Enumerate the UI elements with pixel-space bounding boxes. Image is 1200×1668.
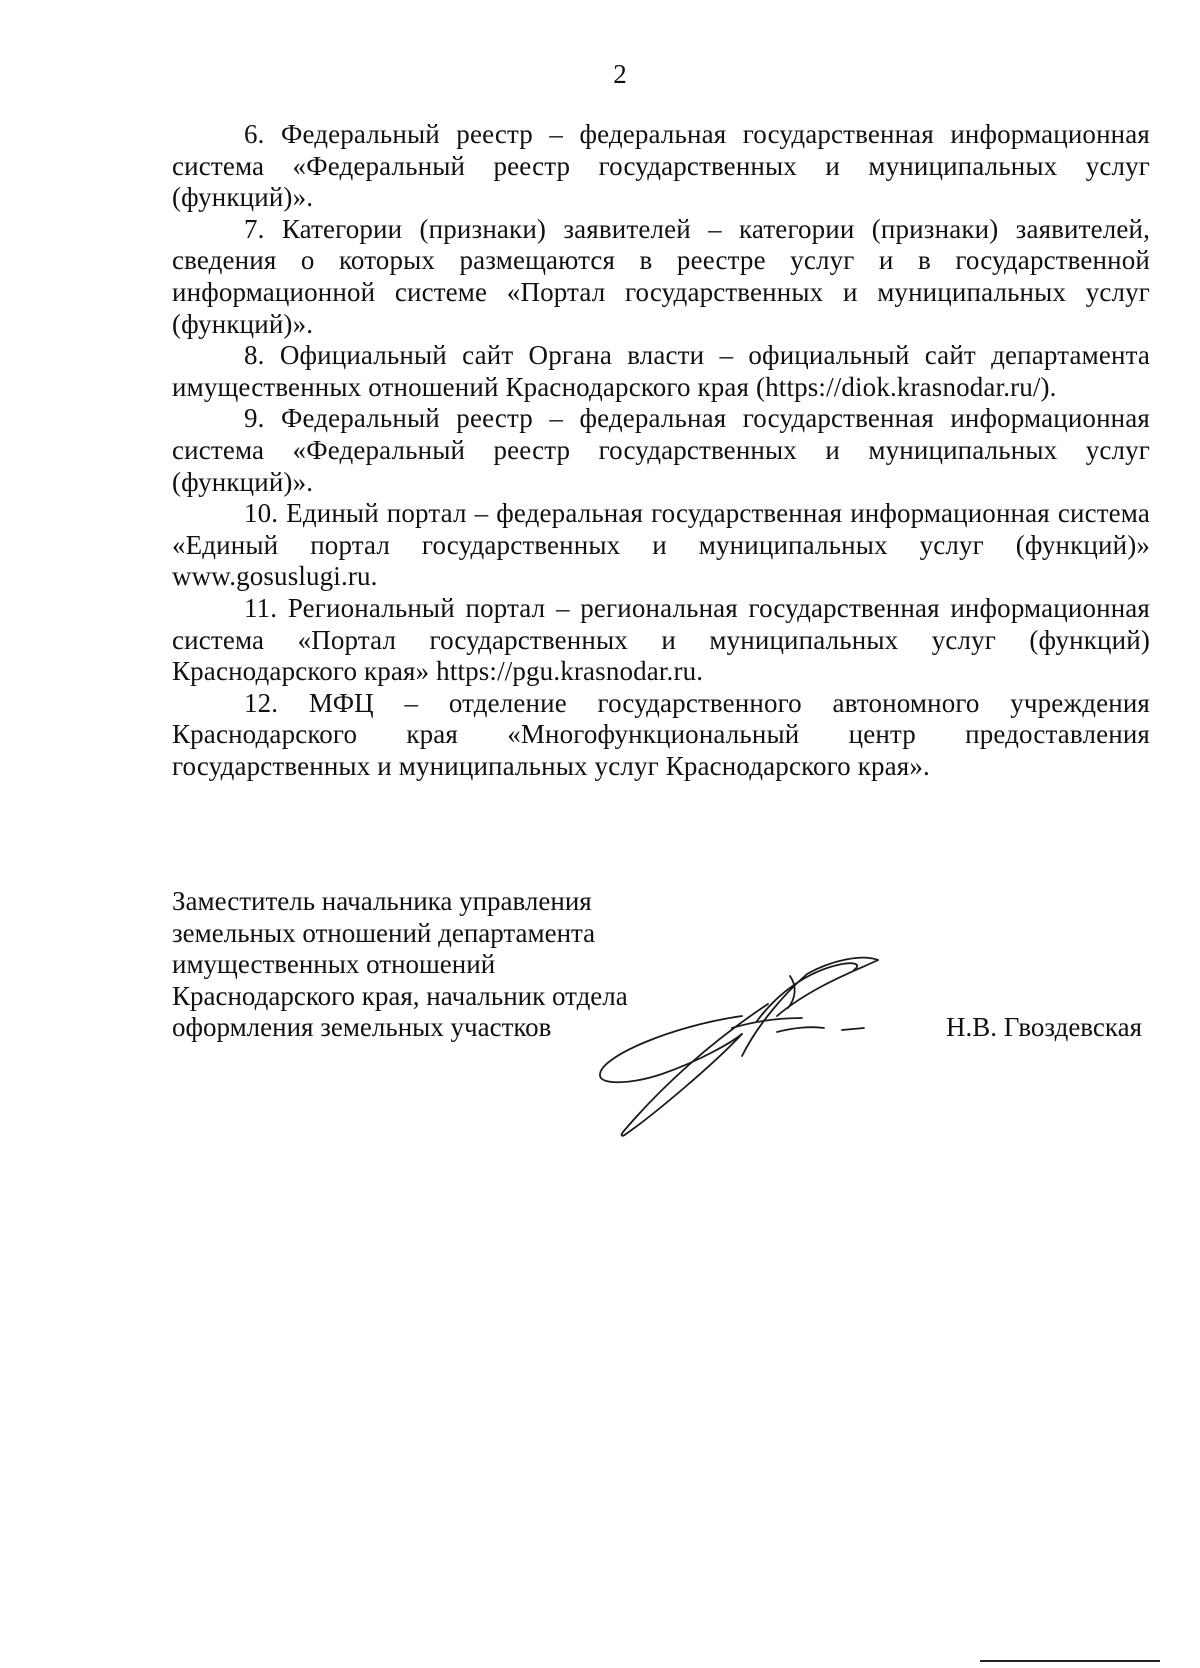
signer-position-line: Заместитель начальника управления bbox=[172, 886, 592, 916]
signer-position-line: оформления земельных участков bbox=[172, 1012, 552, 1043]
signature-block bbox=[172, 886, 1150, 1146]
signer-position-line: Краснодарского края, начальник отдела bbox=[172, 980, 628, 1011]
handwritten-signature bbox=[592, 946, 922, 1146]
paragraph-12: 12. МФЦ – отделение государственного автономного учреждения Краснодарского края «Многофункциональный центр предоставления государственных и муниципальных услуг Краснодарского края». bbox=[172, 687, 1150, 781]
footer-rule bbox=[980, 1660, 1160, 1662]
paragraph-11: 11. Региональный портал – региональная государственная информационная система «Портал государственных и муниципальных услуг (функций) Краснодарского края» https://pgu.krasnodar.ru. bbox=[172, 592, 1150, 687]
paragraph-9: 9. Федеральный реестр – федеральная государственная информационная система «Федеральный реестр государственных и муниципальных услуг (функций)». bbox=[172, 403, 1150, 497]
paragraph-10: 10. Единый портал – федеральная государственная информационная система «Единый портал государственных и муниципальных услуг (функций)» www.gosuslugi.ru. bbox=[172, 498, 1150, 592]
signer-name: Н.В. Гвоздевская bbox=[946, 1012, 1142, 1043]
paragraph-8: 8. Официальный сайт Органа власти – официальный сайт департамента имущественных отношений Краснодарского края (https://diok.krasnodar.ru/). bbox=[172, 340, 1150, 402]
signer-position-line: имущественных отношений bbox=[172, 949, 496, 980]
document-body bbox=[172, 119, 1150, 782]
paragraph-6: 6. Федеральный реестр – федеральная государственная информационная система «Федеральный реестр государственных и муниципальных услуг (функций)». bbox=[172, 119, 1150, 213]
signer-position-line: земельных отношений департамента bbox=[172, 917, 596, 948]
page-number: 2 bbox=[613, 59, 627, 89]
paragraph-7: 7. Категории (признаки) заявителей – категории (признаки) заявителей, сведения о которых размещаются в реестре услуг и в государственной информационной системе «Портал государственных и муниципальных услуг (функций)». bbox=[172, 213, 1150, 339]
